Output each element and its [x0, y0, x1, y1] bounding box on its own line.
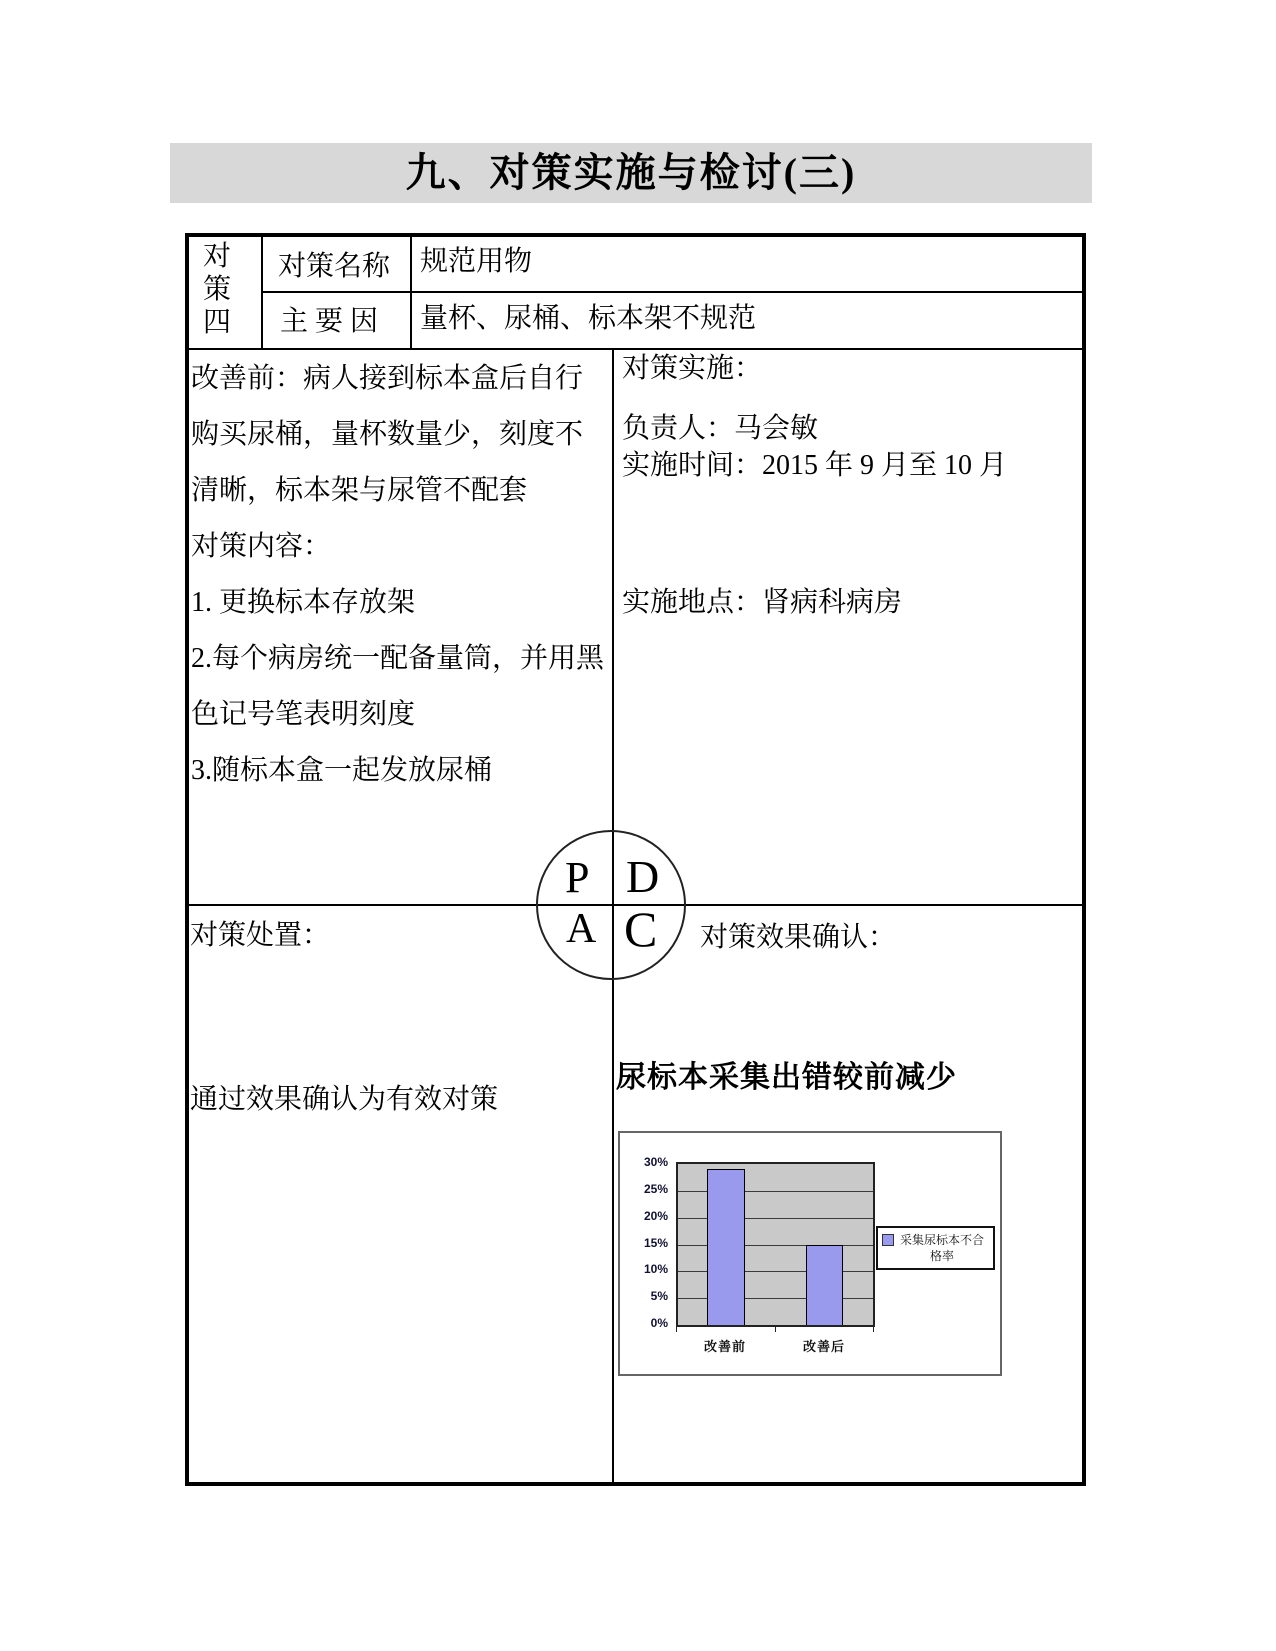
countermeasure-item: 2.每个病房统一配备量筒，并用黑: [191, 643, 605, 674]
x-axis-tick: [676, 1327, 677, 1332]
table-line-header-bottom: [189, 348, 1082, 350]
implementation-title: 对策实施：: [622, 353, 763, 384]
implementation-place: 实施地点：肾病科病房: [622, 587, 903, 618]
x-axis-tick: [873, 1327, 874, 1332]
implementation-time: 实施时间：2015 年 9 月至 10 月: [622, 450, 1008, 481]
x-axis-label-before: 改善前: [703, 1339, 746, 1354]
legend-marker-icon: [882, 1234, 894, 1246]
chart-plot-area: [676, 1162, 875, 1327]
bar-chart: [618, 1131, 1002, 1376]
bar-before-improvement: [707, 1169, 745, 1325]
countermeasure-name-value: 规范用物: [420, 246, 533, 277]
chart-heading: 尿标本采集出错较前减少: [616, 1061, 957, 1094]
disposal-title: 对策处置：: [190, 920, 331, 951]
pdca-letter-d: D: [626, 851, 660, 902]
x-axis-tick: [775, 1327, 776, 1332]
chart-legend: [876, 1226, 995, 1270]
pdca-letter-c: C: [624, 901, 658, 957]
page-title: 九、对策实施与检讨(三): [170, 143, 1092, 203]
y-axis-tick-label: 10%: [643, 1262, 668, 1277]
y-axis-tick-label: 0%: [650, 1316, 668, 1330]
before-text-line: 清晰，标本架与尿管不配套: [191, 475, 528, 506]
pdca-letter-a: A: [566, 906, 597, 952]
table-line-vertical-1: [261, 237, 263, 350]
countermeasure-item: 3.随标本盒一起发放尿桶: [191, 755, 493, 786]
countermeasure-content-label: 对策内容：: [191, 531, 332, 562]
legend-series-label: 采集尿标本不合格率: [899, 1233, 984, 1263]
before-text-line: 购买尿桶，量杯数量少，刻度不: [191, 419, 584, 450]
y-axis-tick-label: 30%: [643, 1155, 668, 1169]
implementation-owner: 负责人：马会敏: [622, 413, 819, 444]
main-cause-label: 主 要 因: [280, 306, 379, 337]
countermeasure-item: 1. 更换标本存放架: [191, 587, 416, 618]
y-axis-tick-label: 5%: [650, 1289, 668, 1304]
before-text-line: 改善前：病人接到标本盒后自行: [191, 363, 584, 394]
bar-after-improvement: [806, 1245, 843, 1326]
table-line-header-row-divider: [261, 291, 1082, 293]
pdca-circle: [536, 830, 686, 980]
y-axis-tick-label: 20%: [643, 1208, 668, 1223]
table-line-vertical-2: [410, 237, 412, 350]
countermeasure-number-label: 对策四: [202, 241, 231, 338]
y-axis-tick-label: 25%: [643, 1181, 668, 1196]
main-cause-value: 量杯、尿桶、标本架不规范: [420, 303, 757, 334]
countermeasure-name-label: 对策名称: [278, 251, 391, 282]
before-improvement-cell: [191, 351, 611, 799]
effect-confirmation-title: 对策效果确认：: [700, 922, 897, 953]
countermeasure-item: 色记号笔表明刻度: [191, 699, 416, 730]
y-axis-tick-label: 15%: [643, 1235, 668, 1250]
disposal-conclusion: 通过效果确认为有效对策: [190, 1084, 499, 1115]
x-axis-label-after: 改善后: [802, 1339, 845, 1354]
pdca-letter-p: P: [565, 853, 590, 902]
